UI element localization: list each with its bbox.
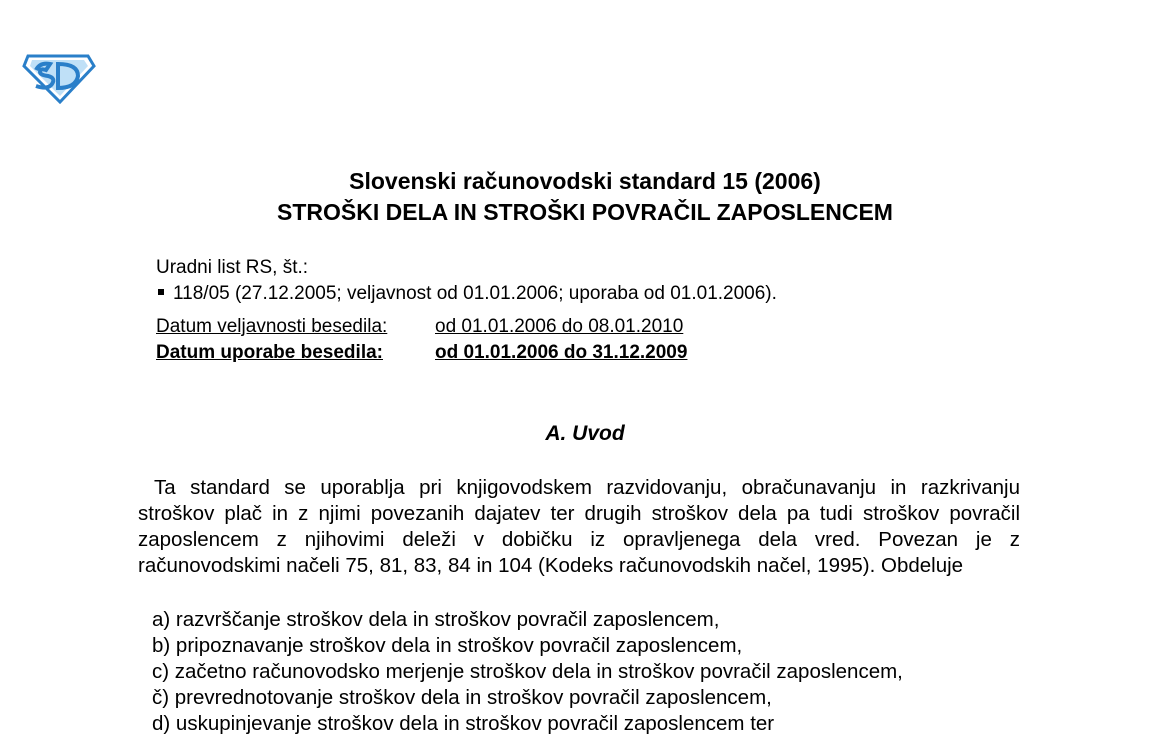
validity-date-row (156, 315, 683, 339)
list-item: č) prevrednotovanje stroškov dela in stroškov povračil zaposlencem, (152, 686, 772, 709)
document-title: Slovenski računovodski standard 15 (2006) (349, 168, 821, 194)
gazette-item (156, 282, 777, 306)
topic-list (152, 607, 903, 737)
list-item: b) pripoznavanje stroškov dela in stroškov povračil zaposlencem, (152, 634, 743, 657)
use-date-value: od 01.01.2006 do 31.12.2009 (435, 342, 688, 363)
validity-date-label: Datum veljavnosti besedila: (156, 316, 388, 337)
square-bullet-icon (158, 289, 164, 295)
publisher-logo (22, 48, 96, 104)
use-date-label: Datum uporabe besedila: (156, 342, 383, 363)
gazette-label: Uradni list RS, št.: (156, 257, 309, 278)
list-item: a) razvrščanje stroškov dela in stroškov povračil zaposlencem, (152, 608, 720, 631)
list-item: d) uskupinjevanje stroškov dela in stroškov povračil zaposlencem ter (152, 712, 775, 735)
use-date-row (156, 341, 687, 365)
validity-date-value: od 01.01.2006 do 08.01.2010 (435, 316, 684, 337)
intro-paragraph: Ta standard se uporablja pri knjigovodskem razvidovanju, obračunavanju in razkrivanju stroškov plač in z njimi povezanih dajatev ter drugih stroškov dela pa tudi stroškov povračil zaposlencem z njihovimi deleži v dobičku iz opravljenega dela vred. Povezan je z računovodskimi načeli 75, 81, 83, 84 in 104 (Kodeks računovodskih načel, 1995). Obdeluje (138, 476, 1020, 577)
gazette-item-text: 118/05 (27.12.2005; veljavnost od 01.01.2006; uporaba od 01.01.2006). (173, 283, 777, 304)
document-subtitle: STROŠKI DELA IN STROŠKI POVRAČIL ZAPOSLENCEM (277, 199, 893, 225)
list-item: c) začetno računovodsko merjenje stroškov dela in stroškov povračil zaposlencem, (152, 660, 903, 683)
section-heading: A. Uvod (545, 422, 625, 445)
